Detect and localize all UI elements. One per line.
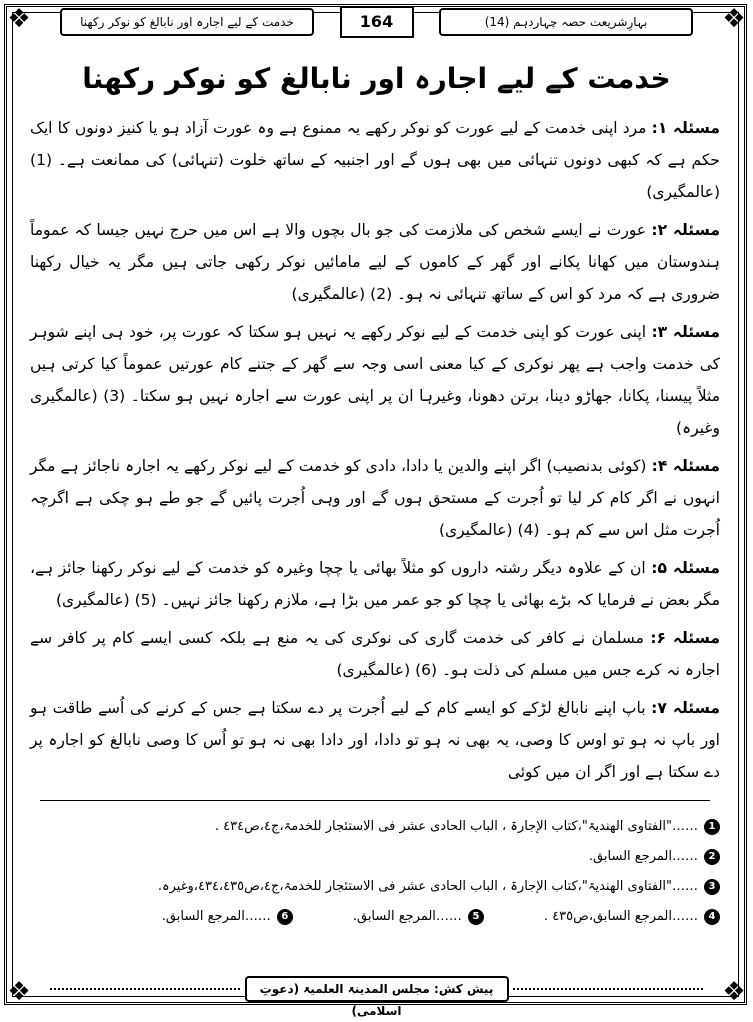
footnote-number: 6 bbox=[277, 909, 293, 925]
publisher-label: پیش کش: مجلس المدینۃ العلمیۃ (دعوتِ اسلامی) bbox=[245, 976, 509, 1002]
footnote bbox=[544, 902, 720, 932]
page-footer bbox=[20, 976, 733, 1018]
masla-label: مسئلہ ۱: bbox=[651, 119, 720, 137]
masla-label: مسئلہ ۳: bbox=[651, 323, 720, 341]
footnote-row bbox=[30, 902, 720, 932]
page-title: خدمت کے لیے اجارہ اور نابالغ کو نوکر رکھنا bbox=[82, 62, 671, 95]
paragraph-text: ان کے علاوہ دیگر رشتہ داروں کو مثلاً بھائی یا چچا وغیرہ کو خدمت کے لیے نوکر رکھنا جائز ہے، مگر بعض نے فرمایا کہ بڑے بھائی یا چچا کو جو عمر میں بڑا ہے، ملازم رکھنا جائز نہیں۔ (5) (عالمگیری) bbox=[30, 559, 720, 609]
footnote bbox=[353, 902, 484, 932]
footnote bbox=[162, 902, 293, 932]
footnote-number: 2 bbox=[704, 849, 720, 865]
paragraph bbox=[30, 112, 720, 208]
footer-chain-left bbox=[50, 988, 240, 990]
paragraph bbox=[30, 214, 720, 310]
footnote-text: ……المرجع السابق. bbox=[161, 909, 271, 924]
footnote-text: ……المرجع السابق. bbox=[352, 909, 462, 924]
paragraph-text: (کوئی بدنصیب) اگر اپنے والدین یا دادا، دادی کو خدمت کے لیے نوکر رکھے یہ اجارہ ناجائز ہے مگر انہوں نے اگر کام کر لیا تو اُجرت کے مستحق ہوں گے اور وہی اُجرت پائیں گے جو طے ہو چکی ہے اگرچہ اُجرت مثل اس سے کم ہو۔ (4) (عالمگیری) bbox=[30, 457, 720, 539]
footnote-number: 5 bbox=[468, 909, 484, 925]
paragraph bbox=[30, 552, 720, 616]
footnote-divider bbox=[40, 800, 710, 801]
corner-ornament-icon: ❖ bbox=[722, 4, 746, 34]
paragraph-text: مرد اپنی خدمت کے لیے عورت کو نوکر رکھے یہ ممنوع ہے وہ عورت آزاد ہو یا کنیز دونوں کا ایک حکم ہے کہ کبھی دونوں تنہائی میں بھی ہوں گے اور اجنبیہ کے ساتھ خلوت (تنہائی) کی ممانعت ہے۔ (1) (عالمگیری) bbox=[30, 119, 720, 201]
footnotes bbox=[30, 812, 720, 932]
paragraph-text: اپنی عورت کو اپنی خدمت کے لیے نوکر رکھے یہ نہیں ہو سکتا کہ عورت پر، خود ہی اپنے شوہر کی خدمت واجب ہے پھر نوکری کے کیا معنی اسی وجہ سے گھر کے جتنے کام عورتیں عموماً کیا کرتی ہیں مثلاً پیسنا، پکانا، جھاڑو دینا، برتن دھونا، وغیرہا ان پر اپنی عورت سے اجارہ نہیں ہو سکتا۔ (3) (عالمگیری وغیرہ) bbox=[30, 323, 720, 437]
footnote-number: 3 bbox=[704, 879, 720, 895]
corner-ornament-icon: ❖ bbox=[722, 977, 746, 1007]
footnote-text: ……المرجع السابق. bbox=[588, 849, 698, 864]
masla-label: مسئلہ ۲: bbox=[651, 221, 720, 239]
header-book-title: بہارِشریعت حصہ چہاردہم (14) bbox=[439, 8, 693, 36]
paragraph bbox=[30, 450, 720, 546]
footnote-number: 4 bbox=[704, 909, 720, 925]
footnote bbox=[30, 812, 720, 842]
masla-label: مسئلہ ۵: bbox=[651, 559, 720, 577]
paragraph-text: مسلمان نے کافر کی خدمت گاری کی نوکری کی یہ منع ہے بلکہ کسی ایسے کام پر کافر سے اجارہ نہ کرے جس میں مسلم کی ذلت ہو۔ (6) (عالمگیری) bbox=[30, 629, 720, 679]
footer-chain-right bbox=[513, 988, 703, 990]
masla-label: مسئلہ ۴: bbox=[651, 457, 720, 475]
page-number: 164 bbox=[340, 6, 414, 38]
footnote-number: 1 bbox=[704, 819, 720, 835]
header-chapter-title: خدمت کے لیے اجارہ اور نابالغ کو نوکر رکھنا bbox=[60, 8, 314, 36]
footnote bbox=[30, 872, 720, 902]
paragraph-text: باپ اپنے نابالغ لڑکے کو ایسے کام کے لیے اُجرت پر دے سکتا ہے جس کے کرنے کی اُسے طاقت ہو اور باپ نہ ہو تو اوس کا وصی، یہ بھی نہ ہو تو دادا، اور دادا بھی نہ ہو تو اُس کا وصی نابالغ کو اجارہ پر دے سکتا ہے اور اگر ان میں کوئی bbox=[30, 699, 720, 781]
page-header bbox=[20, 6, 733, 34]
main-text bbox=[30, 112, 720, 794]
paragraph-text: عورت نے ایسے شخص کی ملازمت کی جو بال بچوں والا ہے اس میں حرج نہیں جیسا کہ عموماً ہندوستان میں کھانا پکانے اور گھر کے کاموں کے لیے مامائیں نوکر رکھی جاتی ہیں مگر یہ خیال رکھنا ضروری ہے کہ مرد کو اس کے ساتھ تنہائی نہ ہو۔ (2) (عالمگیری) bbox=[30, 221, 720, 303]
masla-label: مسئلہ ۶: bbox=[650, 629, 720, 647]
corner-ornament-icon: ❖ bbox=[7, 4, 31, 34]
footnote-text: ……"الفتاوی الھندیۃ"،کتاب الإجارۃ ، الباب الحادی عشر فی الاستئجار للخدمۃ،ج٤،ص٤٣٤ . bbox=[214, 819, 698, 834]
paragraph bbox=[30, 692, 720, 788]
paragraph bbox=[30, 622, 720, 686]
corner-ornament-icon: ❖ bbox=[7, 977, 31, 1007]
paragraph bbox=[30, 316, 720, 444]
footnote bbox=[30, 842, 720, 872]
masla-label: مسئلہ ۷: bbox=[651, 699, 720, 717]
footnote-text: ……المرجع السابق،ص٤٣٥ . bbox=[543, 909, 698, 924]
footnote-text: ……"الفتاوی الھندیۃ"،کتاب الإجارۃ ، الباب الحادی عشر فی الاستئجار للخدمۃ،ج٤،ص٤٣٤،٤٣٥،وغیرہ. bbox=[157, 879, 698, 894]
